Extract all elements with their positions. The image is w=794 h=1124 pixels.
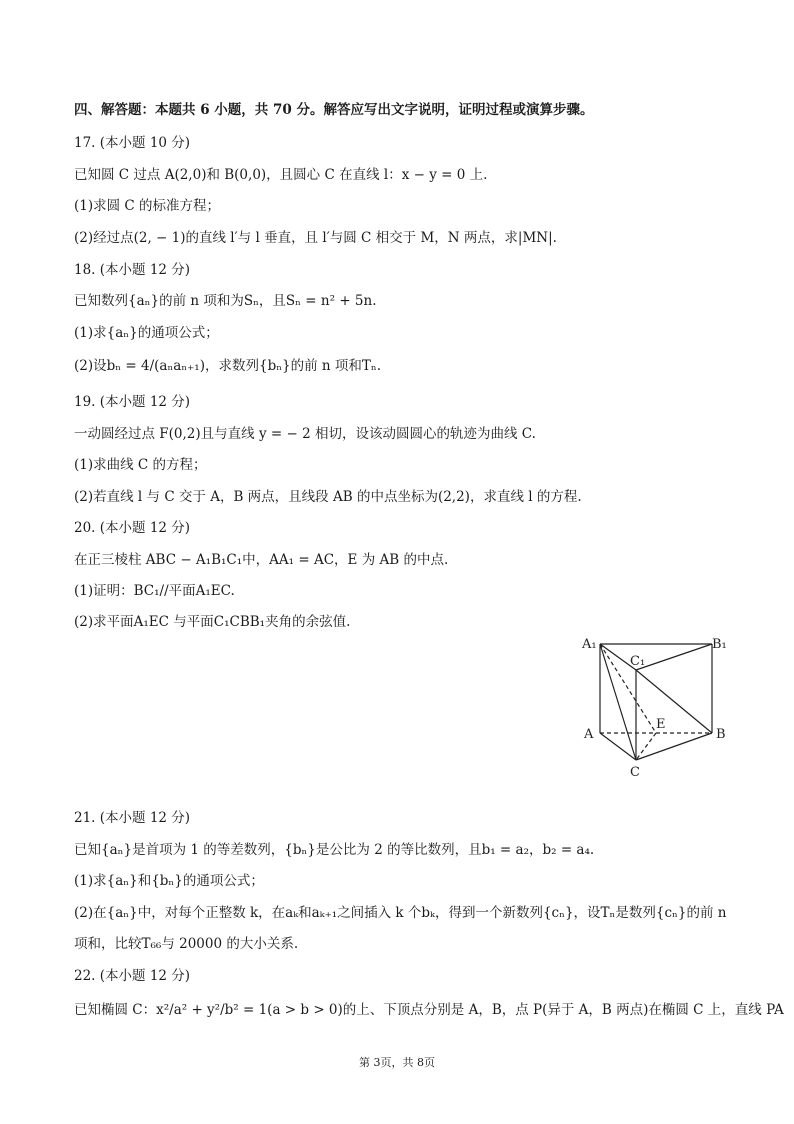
- label-a1: A₁: [582, 637, 597, 652]
- question-21-part-2: (2)在{aₙ}中，对每个正整数 k，在aₖ和aₖ₊₁之间插入 k 个bₖ，得到一个新数列{cₙ}，设Tₙ是数列{cₙ}的前 n: [74, 905, 727, 921]
- segment-a1-e: [600, 644, 656, 733]
- question-20-title: 20. (本小题 12 分): [74, 520, 191, 536]
- question-21-part-2-cont: 项和，比较T₆₆与 20000 的大小关系.: [74, 936, 299, 952]
- question-19-part-1: (1)求曲线 C 的方程；: [74, 457, 207, 473]
- page-footer: 第 3页，共 8页: [359, 1056, 435, 1069]
- question-17-title: 17. (本小题 10 分): [74, 135, 191, 151]
- edge-c1-b1: [636, 644, 712, 670]
- question-17-part-2: (2)经过点(2, − 1)的直线 l′与 l 垂直，且 l′与圆 C 相交于 M，N 两点，求|MN|.: [74, 230, 557, 246]
- question-19-title: 19. (本小题 12 分): [74, 394, 191, 410]
- question-18-title: 18. (本小题 12 分): [74, 262, 191, 278]
- label-b1: B₁: [712, 637, 727, 652]
- triangular-prism-figure: [578, 632, 728, 780]
- label-e: E: [656, 717, 666, 732]
- label-c1: C₁: [630, 654, 646, 669]
- section-header: 四、解答题：本题共 6 小题，共 70 分。解答应写出文字说明，证明过程或演算步骤。: [74, 102, 594, 118]
- question-19-part-2: (2)若直线 l 与 C 交于 A，B 两点，且线段 AB 的中点坐标为(2,2)，求直线 l 的方程.: [74, 489, 582, 505]
- question-18-stem: 已知数列{aₙ}的前 n 项和为Sₙ，且Sₙ = n² + 5n.: [74, 293, 377, 309]
- question-22-stem: 已知椭圆 C：x²/a² + y²/b² = 1(a > b > 0)的上、下顶点分别是 A，B，点 P(异于 A，B 两点)在椭圆 C 上，直线 PA: [74, 1002, 784, 1018]
- label-c: C: [630, 765, 640, 780]
- label-a: A: [584, 727, 594, 742]
- segment-c1-b: [636, 670, 712, 733]
- edge-a-c: [600, 733, 636, 760]
- question-20-stem: 在正三棱柱 ABC − A₁B₁C₁中，AA₁ = AC，E 为 AB 的中点.: [74, 552, 449, 568]
- question-20-part-1: (1)证明：BC₁//平面A₁EC.: [74, 583, 235, 599]
- question-18-part-1: (1)求{aₙ}的通项公式；: [74, 325, 219, 341]
- label-b: B: [716, 727, 726, 742]
- question-22-title: 22. (本小题 12 分): [74, 968, 191, 984]
- question-19-stem: 一动圆经过点 F(0,2)且与直线 y = − 2 相切，设该动圆圆心的轨迹为曲线 C.: [74, 426, 536, 442]
- question-21-part-1: (1)求{aₙ}和{bₙ}的通项公式；: [74, 873, 264, 889]
- question-20-part-2: (2)求平面A₁EC 与平面C₁CBB₁夹角的余弦值.: [74, 614, 351, 630]
- question-18-part-2: (2)设bₙ = 4/(aₙaₙ₊₁)，求数列{bₙ}的前 n 项和Tₙ.: [74, 358, 382, 374]
- question-21-title: 21. (本小题 12 分): [74, 810, 191, 826]
- edge-c-b: [636, 733, 712, 760]
- question-21-stem: 已知{aₙ}是首项为 1 的等差数列，{bₙ}是公比为 2 的等比数列，且b₁ = a₂，b₂ = a₄.: [74, 842, 595, 858]
- question-17-stem: 已知圆 C 过点 A(2,0)和 B(0,0)，且圆心 C 在直线 l：x − y = 0 上.: [74, 167, 488, 183]
- question-17-part-1: (1)求圆 C 的标准方程；: [74, 198, 221, 214]
